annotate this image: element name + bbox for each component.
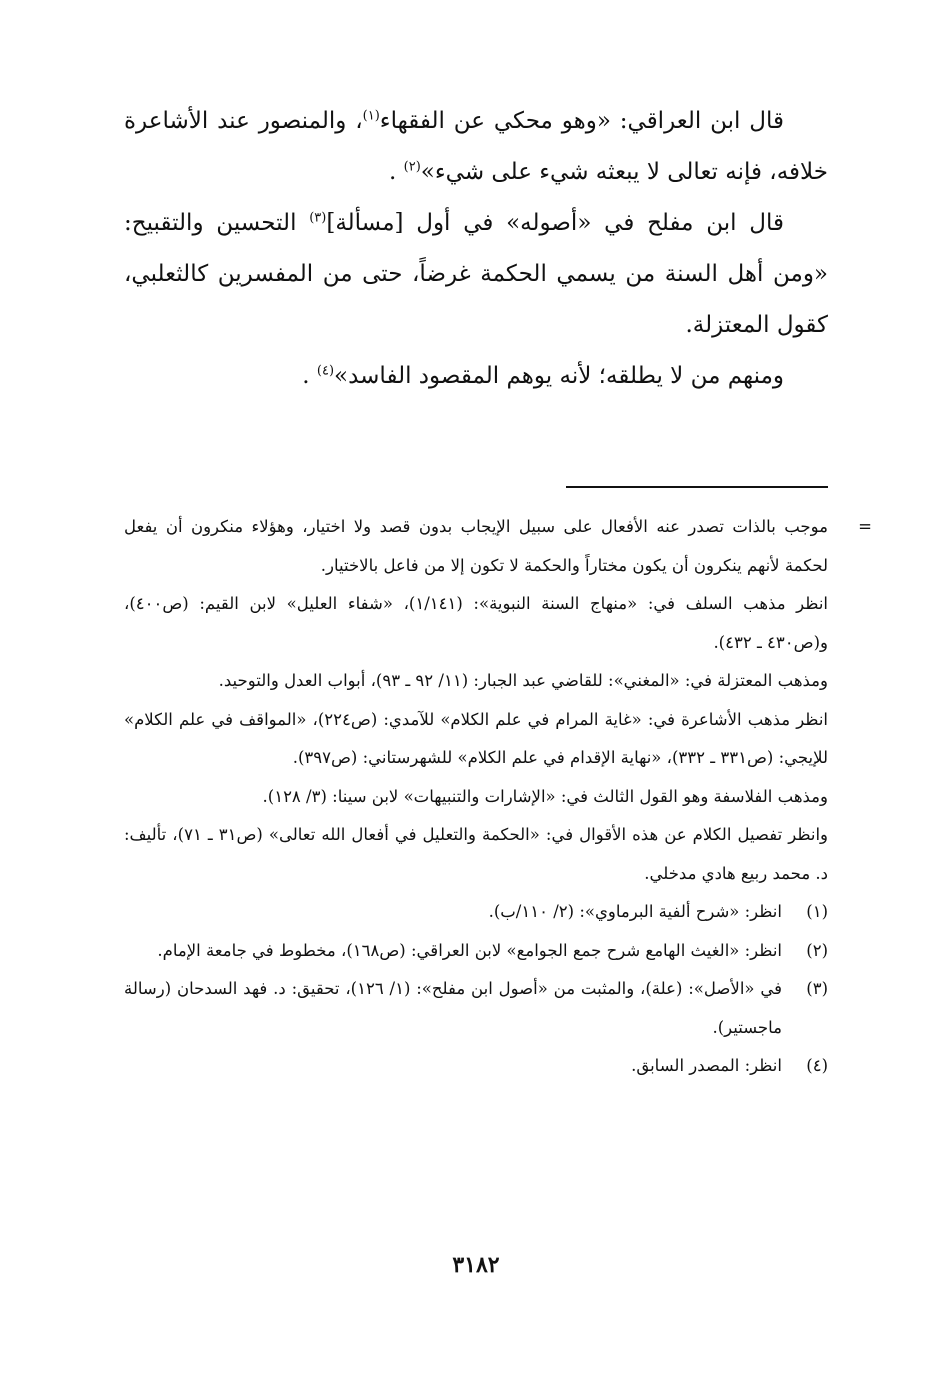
footnotes-section	[124, 508, 872, 1086]
paragraph-3-text-a: ومنهم من لا يطلقه؛ لأنه يوهم المقصود الفاسد»	[334, 363, 784, 389]
footnote-continuation-2: انظر مذهب السلف في: «منهاج السنة النبوية»: (١/١٤١)، «شفاء العليل» لابن القيم: (ص٤٠٠)، و(ص٤٣٠ ـ ٤٣٢).	[124, 594, 829, 652]
footnote-text: انظر: «الغيث الهامع شرح جمع الجوامع» لابن العراقي: (ص١٦٨)، مخطوط في جامعة الإمام.	[157, 940, 782, 960]
footnote-continuation-5: ومذهب الفلاسفة وهو القول الثالث في: «الإشارات والتنبيهات» لابن سينا: (٣/ ١٢٨).	[262, 786, 828, 806]
continuation-mark: =	[858, 517, 872, 536]
footnote-text: في «الأصل»: (علة)، والمثبت من «أصول ابن مفلح»: (١/ ١٢٦)، تحقيق: د. فهد السدحان (رسالة ماجستير).	[124, 979, 782, 1037]
footnote-3	[124, 970, 828, 1047]
main-text	[124, 96, 828, 402]
footnote-ref-1[interactable]: (١)	[362, 108, 380, 124]
footnote-ref-2[interactable]: (٢)	[403, 159, 421, 175]
footnote-4	[124, 1047, 828, 1086]
page-number: ٣١٨٢	[452, 1252, 500, 1278]
paragraph-1-text-c: .	[389, 159, 397, 185]
footnote-continuation-1	[124, 508, 872, 585]
paragraph-1-text-a: قال ابن العراقي: «وهو محكي عن الفقهاء	[379, 108, 784, 134]
footnote-continuation-6: وانظر تفصيل الكلام عن هذه الأقوال في: «الحكمة والتعليل في أفعال الله تعالى» (ص٣١ ـ ٧١)، تأليف: د. محمد ربيع هادي مدخلي.	[124, 825, 828, 883]
footnote-1	[124, 893, 828, 932]
footnote-number: (٣)	[806, 979, 828, 998]
footnote-2	[124, 932, 828, 971]
paragraph-3	[124, 351, 828, 402]
footnote-continuation-4: انظر مذهب الأشاعرة في: «غاية المرام في علم الكلام» للآمدي: (ص٢٢٤)، «المواقف في علم الكلام» للإيجي: (ص٣٣١ ـ ٣٣٢)، «نهاية الإقدام في علم الكلام» للشهرستاني: (ص٣٩٧).	[124, 709, 829, 767]
footnote-number: (٢)	[806, 940, 828, 960]
footnote-text: انظر: المصدر السابق.	[631, 1056, 782, 1075]
paragraph-2-text-b: التحسين والتقبيح: «ومن أهل السنة من يسمي الحكمة غرضاً، حتى من المفسرين كالثعلبي، كقول المعتزلة.	[124, 210, 828, 338]
paragraph-2	[124, 198, 828, 351]
footnote-separator	[566, 486, 828, 488]
continuation-text-1: موجب بالذات تصدر عنه الأفعال على سبيل الإيجاب بدون قصد ولا اختيار، وهؤلاء منكرون أن يفعل لحكمة لأنهم ينكرون أن يكون مختاراً والحكمة لا تكون إلا من فاعل بالاختيار.	[124, 517, 828, 575]
footnote-number: (١)	[806, 902, 828, 921]
paragraph-1-text-b: ، والمنصور عند الأشاعرة خلافه، فإنه تعالى لا يبعثه شيء على شيء»	[124, 108, 828, 185]
footnote-text: انظر: «شرح ألفية البرماوي»: (٢/ ١١٠/ب).	[488, 902, 782, 921]
footnote-number: (٤)	[806, 1056, 828, 1075]
paragraph-2-text-a: قال ابن مفلح في «أصوله» في أول [مسألة]	[326, 210, 784, 236]
footnote-ref-3[interactable]: (٣)	[309, 210, 327, 226]
footnote-ref-4[interactable]: (٤)	[316, 363, 335, 379]
footnote-continuation-3: ومذهب المعتزلة في: «المغني»: للقاضي عبد الجبار: (١١/ ٩٢ ـ ٩٣)، أبواب العدل والتوحيد.	[218, 671, 828, 690]
paragraph-1	[124, 96, 828, 198]
paragraph-3-text-b: .	[302, 363, 310, 389]
